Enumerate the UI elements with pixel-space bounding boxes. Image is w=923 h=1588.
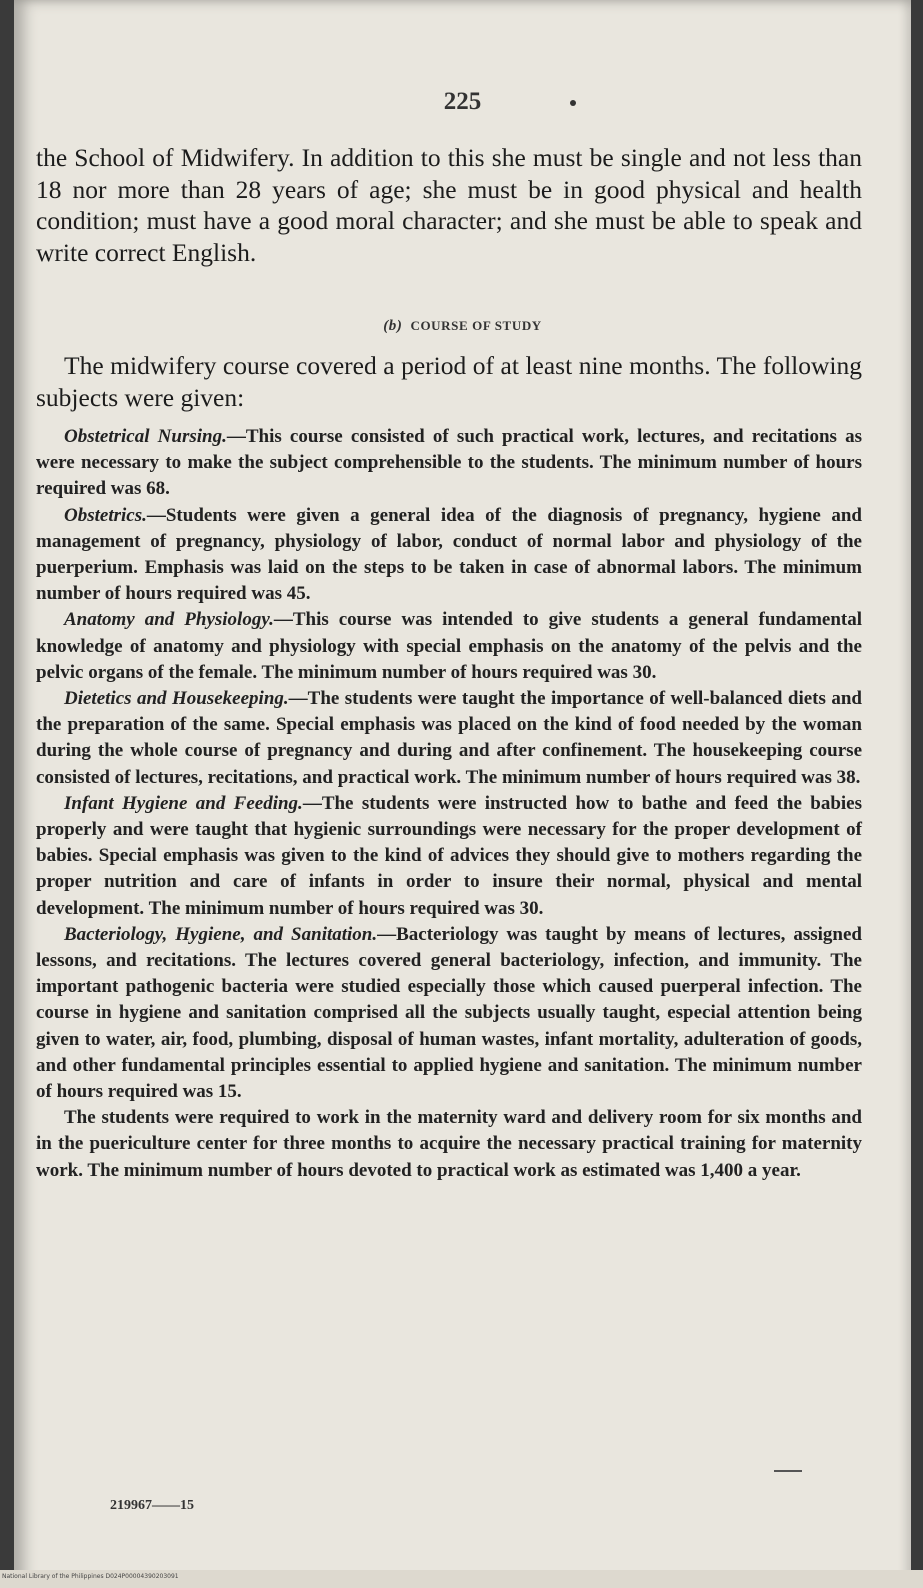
section-heading [14,318,911,335]
subject-title: Anatomy and Physiology. [64,609,274,631]
document-page [14,0,911,1588]
subject-text: —Bacteriology was taught by means of lectures, assigned lessons, and recitations. The lectures covered general bacteriology, infection, and immunity. The important pathogenic bacteria were studied especially those which caused puerperal infection. The course in hygiene and sanitation comprised all the subjects usually taught, especial attention being given to water, air, food, plumbing, disposal of human wastes, infant mortality, adulteration of goods, and other fundamental principles essential to applied hygiene and sanitation. The minimum number of hours required was 15. [36,923,862,1103]
subject-text: —The students were taught the importance of well-balanced diets and the preparation of the same. Special emphasis was placed on the kind of food needed by the woman during the whole course of pregnancy and during and after confinement. The housekeeping course consisted of lectures, recitations, and practical work. The minimum number of hours required was 38. [36,688,862,788]
subject-text: —The students were instructed how to bathe and feed the babies properly and were taught that hygienic surroundings were necessary for the proper development of babies. Special emphasis was given to the kind of advices they should give to mothers regarding the proper nutrition and care of infants in order to insure their normal, physical and mental development. The minimum number of hours required was 30. [36,792,862,919]
subject-title: Infant Hygiene and Feeding. [64,792,303,814]
subject-text: —This course consisted of such practical work, lectures, and recitations as were necessary to make the subject comprehensible to the students. The minimum number of hours required was 68. [36,426,862,500]
subject-title: Obstetrical Nursing. [64,426,227,447]
subject-paragraph-bacteriology [36,922,862,1105]
subject-text: —Students were given a general idea of the diagnosis of pregnancy, hygiene and management of pregnancy, physiology of labor, conduct of normal labor and physiology of the puerperium. Emphasis was laid on the steps to be taken in case of abnormal labors. The minimum number of hours required was 45. [36,504,862,605]
subject-title: Bacteriology, Hygiene, and Sanitation. [64,923,378,945]
subject-paragraph-anatomy [36,607,862,686]
subject-paragraph-obstetrics [36,503,862,608]
section-marker: (b) [383,318,403,334]
subject-text: —This course was intended to give students a general fundamental knowledge of anatomy and physiology with special emphasis on the anatomy of the pelvis and the pelvic organs of the female. The minimum number of hours required was 30. [36,609,863,683]
section-heading-text: COURSE OF STUDY [410,318,542,333]
page-number: 225 [443,88,482,115]
ink-dot [570,100,576,106]
footer-dash [774,1470,802,1472]
footer-code: 219967——15 [110,1498,194,1513]
closing-paragraph: The students were required to work in the maternity ward and delivery room for six months and in the puericulture center for three months to acquire the necessary practical training for maternity work. The minimum number of hours devoted to practical work as estimated was 1,400 a year. [36,1107,862,1181]
subject-title: Dietetics and Housekeeping. [64,688,289,710]
subject-title: Obstetrics. [64,504,147,526]
subject-paragraph-dietetics [36,686,862,791]
subject-paragraph-infant-hygiene [36,791,862,922]
opening-paragraph: the School of Midwifery. In addition to this she must be single and not less than 18 nor more than 28 years of age; she must be in good physical and health condition; must have a good moral character; and she must be able to speak and write correct English. [36,143,862,267]
subject-paragraph-obstetrical-nursing [36,424,862,503]
subjects-list [36,424,862,1184]
intro-paragraph: The midwifery course covered a period of at least nine months. The following subjects were given: [36,351,862,412]
archive-label: National Library of the Philippines D024P00004390203091 [2,1573,179,1580]
